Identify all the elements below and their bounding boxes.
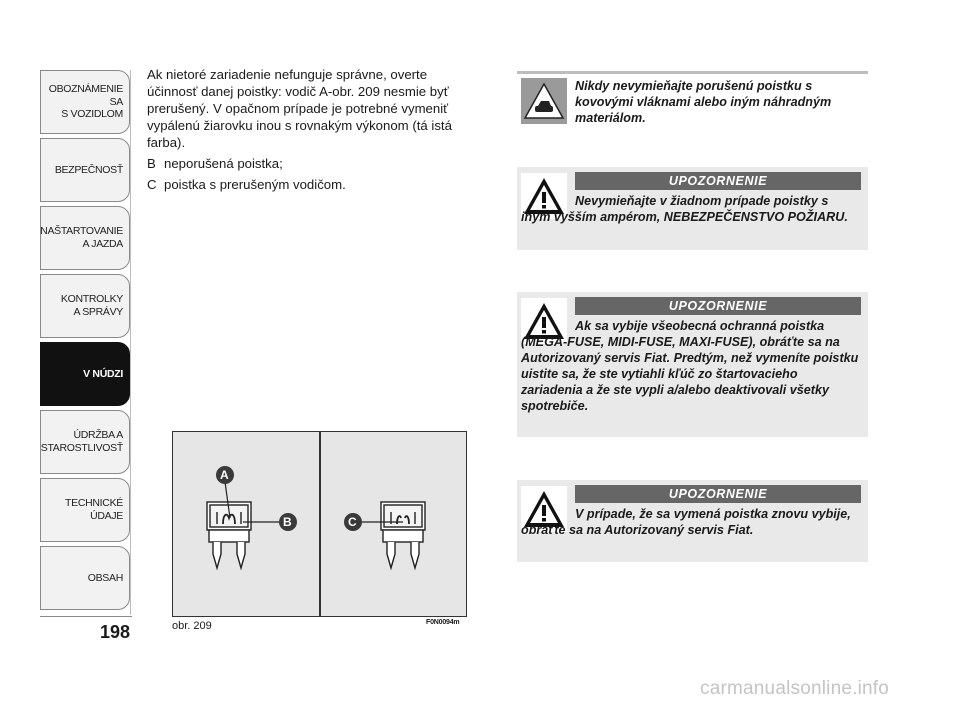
blown-fuse bbox=[381, 502, 425, 568]
tab-label: OBOZNÁMENIE SA S VOZIDLOM bbox=[48, 83, 123, 121]
warning-note-3 bbox=[517, 480, 868, 562]
figure-code: F0N0094m bbox=[426, 619, 460, 626]
tab-udrzba[interactable] bbox=[40, 410, 130, 474]
warning-note-2 bbox=[517, 292, 868, 437]
body-text bbox=[147, 66, 477, 193]
tab-label: ÚDRŽBA A STAROSTLIVOSŤ bbox=[40, 429, 123, 454]
tab-label: TECHNICKÉ ÚDAJE bbox=[65, 497, 123, 522]
note-header: UPOZORNENIE bbox=[575, 485, 861, 503]
note-text: V prípade, že sa vymená poistka znovu vybije, obráťte sa na Autorizovaný servis Fiat. bbox=[521, 507, 851, 537]
note-header: UPOZORNENIE bbox=[575, 172, 861, 190]
tab-obsah[interactable] bbox=[40, 546, 130, 610]
tab-kontrolky[interactable] bbox=[40, 274, 130, 338]
fuse-figure bbox=[172, 431, 467, 617]
note-text: Nevymieňajte v žiadnom prípade poistky s iným vyšším ampérom, NEBEZPEČENSTVO POŽIARU. bbox=[521, 194, 848, 224]
body-paragraph: Ak nietoré zariadenie nefunguje správne, overte účinnosť danej poistky: vodič A-obr. 209 nesmie byť prerušený. V opačnom prípade je potrebné vymeniť vypálenú žiarovku inou s rovnakým výkonom (tá istá farba). bbox=[147, 67, 452, 150]
page-number-rule bbox=[40, 616, 132, 617]
tab-v-nudzi[interactable] bbox=[40, 342, 130, 406]
page-number: 198 bbox=[100, 622, 131, 642]
tab-label: BEZPEČNOSŤ bbox=[54, 163, 123, 176]
definition-text: poistka s prerušeným vodičom. bbox=[164, 177, 346, 192]
tab-label: V NÚDZI bbox=[83, 367, 123, 380]
callout-label-b: B bbox=[283, 515, 292, 529]
callout-label-c: C bbox=[348, 515, 357, 529]
definition-text: neporušená poistka; bbox=[164, 156, 283, 171]
caution-note bbox=[517, 74, 868, 126]
warning-note-1 bbox=[517, 167, 868, 250]
note-text: Nikdy nevymieňajte porušenú poistku s kovovými vláknami alebo iným náhradným materiálom. bbox=[575, 79, 832, 125]
tab-nastartovanie[interactable] bbox=[40, 206, 130, 270]
definition-key: B bbox=[147, 156, 156, 171]
figure-caption: obr. 209 bbox=[172, 620, 212, 632]
car-warning-icon bbox=[521, 78, 567, 124]
tab-label: OBSAH bbox=[87, 571, 123, 584]
definition-key: C bbox=[147, 177, 157, 192]
tab-oboznamenie[interactable] bbox=[40, 70, 130, 134]
tab-technicke[interactable] bbox=[40, 478, 130, 542]
tab-bezpecnost[interactable] bbox=[40, 138, 130, 202]
definition-c bbox=[147, 176, 477, 193]
tab-label: KONTROLKY A SPRÁVY bbox=[60, 293, 123, 318]
callout-label-a: A bbox=[220, 468, 229, 482]
note-header: UPOZORNENIE bbox=[575, 297, 861, 315]
sidebar-divider bbox=[130, 70, 131, 615]
note-text: Ak sa vybije všeobecná ochranná poistka (MEGA-FUSE, MIDI-FUSE, MAXI-FUSE), obráťte sa na Autorizovaný servis Fiat. Predtým, než vymeníte poistku uistite sa, že ste vytiahli kľúč zo štartovacieho zariadenia a že ste vypli a/alebo deaktivovali všetky spotrebiče. bbox=[521, 319, 859, 413]
definition-b bbox=[147, 155, 477, 172]
fuse-illustration bbox=[173, 432, 466, 616]
tab-label: NAŠTARTOVANIE A JAZDA bbox=[40, 225, 123, 250]
watermark: carmanualsonline.info bbox=[700, 678, 890, 699]
